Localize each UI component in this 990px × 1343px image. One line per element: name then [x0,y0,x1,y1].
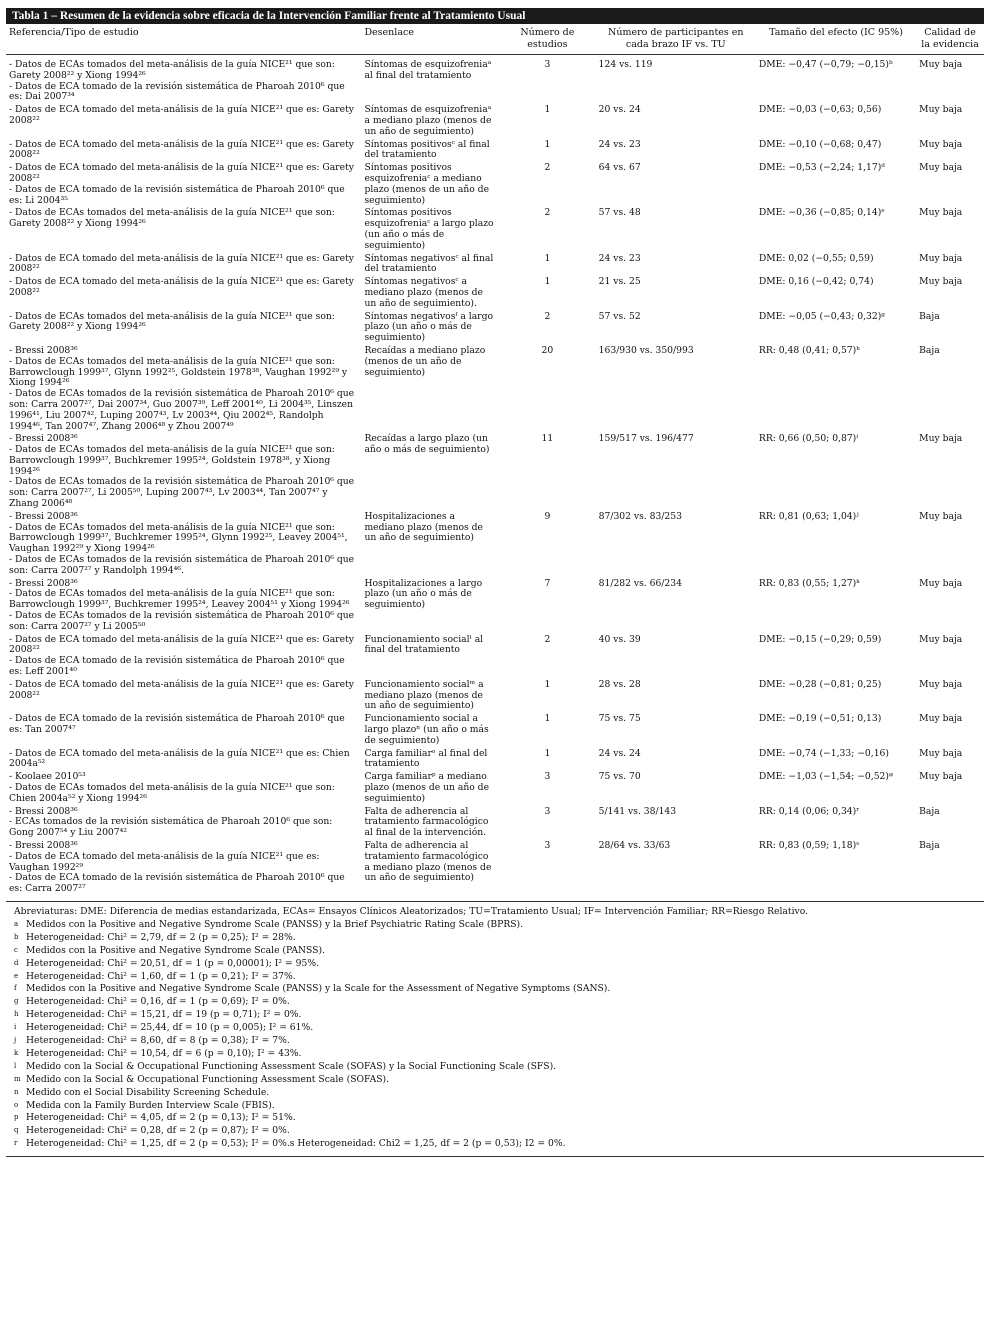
abbreviations-note: Abreviaturas: DME: Diferencia de medias estandarizada, ECAs= Ensayos Clínicos Aleatorizados; TU=Tratamiento Usual; IF= Intervención Familiar; RR=Riesgo Relativo. [14,905,809,917]
reference-line: - Datos de ECAs tomados del meta-análisis de la guía NICE²¹ que son: Barrowclough 1999³⁷, Buchkremer 1995²⁴, Goldstein 1978³⁸, y Xiong 1994²⁶ [9,444,335,477]
studies-count-cell: 3 [544,59,551,70]
reference-line: - Datos de ECA tomado del meta-análisis de la guía NICE²¹ que es: Chien 2004a⁵² [9,747,350,770]
outcome-cell: Funcionamiento social a largo plazoⁿ (un año o más de seguimiento) [364,713,489,746]
footnote-letter: j [14,1036,17,1045]
outcome-cell: Síntomas negativosᶜ a mediano plazo (menos de un año de seguimiento). [364,276,483,309]
footnote-letter: d [14,958,19,967]
studies-count-cell: 1 [544,678,551,690]
studies-count-cell: 2 [544,310,551,322]
reference-cell [6,633,361,678]
table-row [6,252,984,276]
footnote-text: Medido con el Social Disability Screening Schedule. [26,1086,270,1098]
reference-line: - Bressi 2008³⁶ [9,433,78,445]
participants-cell: 124 vs. 119 [598,59,653,70]
footnote-text: Heterogeneidad: Chi² = 2,79, df = 2 (p = 0,25); I² = 28%. [26,931,296,943]
reference-line: - Bressi 2008³⁶ [9,344,78,356]
table-row [6,678,984,712]
outcome-cell: Síntomas de esquizofreniaᵃ al final del tratamiento [364,59,492,81]
effect-size-cell: DME: −0,03 (−0,63; 0,56) [758,104,882,116]
reference-cell [6,577,361,633]
participants-cell: 57 vs. 52 [598,310,641,322]
footnote-letter: n [14,1087,19,1096]
table-row [6,310,984,344]
effect-size-cell: DME: −0,19 (−0,51; 0,13) [758,713,882,725]
effect-size-cell: RR: 0,14 (0,06; 0,34)ʳ [758,805,860,817]
footnote-letter: r [14,1139,18,1148]
table-row [6,747,984,771]
header-effect-size: Tamaño del efecto (IC 95%) [756,24,916,55]
outcome-cell: Funcionamiento socialˡ al final del tratamiento [364,633,484,656]
participants-cell: 75 vs. 75 [598,713,641,725]
outcome-cell: Hospitalizaciones a largo plazo (un año o más de seguimiento) [364,577,483,611]
reference-line: - Datos de ECA tomado del meta-análisis de la guía NICE²¹ que es: Garety 2008²² [9,162,354,184]
footnote-text: Heterogeneidad: Chi² = 1,25, df = 2 (p = 0,53); I² = 0%.s Heterogeneidad: Chi2 = 1,25, df = 2 (p = 0,53); I2 = 0%. [26,1138,566,1150]
reference-line: - Datos de ECAs tomados de la revisión sistemática de Pharoah 2010⁶ que son: Carra 2007²⁷, Dai 2007³⁴, Guo 2007³⁹, Leff 2001⁴⁰, Li 2004³⁵, Linszen 1996⁴¹, Liu 2007⁴², Luping 2007⁴³, Lv 2003⁴⁴, Qiu 2002⁴⁵, Randolph 1994⁴⁶, Tan 2007⁴⁷, Zhang 2006⁴⁸ y Zhou 2007⁴⁹ [9,388,355,432]
reference-cell [6,344,361,432]
reference-line: - Datos de ECA tomado de la revisión sistemática de Pharoah 2010⁶ que es: Leff 2001⁴⁰ [9,655,345,678]
reference-line: - Datos de ECA tomado del meta-análisis de la guía NICE²¹ que es: Garety 2008²² [9,678,354,701]
footnote-letter: f [14,984,17,993]
reference-line: - Datos de ECAs tomados del meta-análisis de la guía NICE²¹ que son: Chien 2004a⁵² y Xiong 1994²⁶ [9,782,335,804]
footnote-letter: i [14,1023,17,1032]
footnote [14,932,976,945]
studies-count-cell: 1 [544,138,551,150]
footnote-list [14,919,976,1151]
effect-size-cell: DME: −0,74 (−1,33; −0,16) [758,747,889,759]
reference-cell [6,770,361,804]
footnote-letter: p [14,1113,19,1122]
studies-count-cell: 2 [544,633,551,645]
footnote-text: Heterogeneidad: Chi² = 15,21, df = 19 (p = 0,71); I² = 0%. [26,1009,302,1021]
reference-line: - Datos de ECAs tomados de la revisión sistemática de Pharoah 2010⁶ que son: Carra 2007²⁷ y Li 2005⁵⁰ [9,610,355,632]
table-row [6,510,984,577]
outcome-cell: Síntomas de esquizofreniaᵃ a mediano plazo (menos de un año de seguimiento) [364,104,492,137]
reference-cell [6,747,361,771]
table-body [6,55,984,901]
reference-line: - ECAs tomados de la revisión sistemática de Pharoah 2010⁶ que son: Gong 2007⁵⁴ y Liu 2007⁴² [9,816,333,839]
table-row [6,839,984,901]
effect-size-cell: DME: −0,15 (−0,29; 0,59) [758,633,882,645]
participants-cell: 24 vs. 23 [598,252,641,264]
reference-line: - Datos de ECA tomado del meta-análisis de la guía NICE²¹ que es: Garety 2008²² [9,138,354,161]
participants-cell: 64 vs. 67 [598,162,641,174]
quality-cell: Muy baja [919,633,963,645]
footnote-text: Heterogeneidad: Chi² = 0,16, df = 1 (p = 0,69); I² = 0%. [26,996,290,1008]
footnote [14,1061,976,1074]
participants-cell: 163/930 vs. 350/993 [598,344,694,356]
participants-cell: 40 vs. 39 [598,633,641,645]
header-participants: Número de participantes en cada brazo IF vs. TU [596,24,756,55]
participants-cell: 159/517 vs. 196/477 [598,433,694,445]
effect-size-cell: RR: 0,83 (0,55; 1,27)ᵏ [758,577,860,589]
reference-line: - Datos de ECA tomado del meta-análisis de la guía NICE²¹ que es: Vaughan 1992²⁹ [9,850,320,873]
participants-cell: 87/302 vs. 83/253 [598,510,682,522]
reference-line: - Datos de ECAs tomados del meta-análisis de la guía NICE²¹ que son: Garety 2008²² y Xiong 1994²⁶ [9,310,335,333]
table-row [6,633,984,678]
footnote-letter: l [14,1061,17,1070]
participants-cell: 57 vs. 48 [598,207,641,219]
outcome-cell: Falta de adherencia al tratamiento farmacológico a mediano plazo (menos de un año de seguimiento) [364,839,492,884]
participants-cell: 75 vs. 70 [598,771,641,783]
studies-count-cell: 3 [544,839,551,851]
footnote [14,996,976,1009]
footnote-text: Heterogeneidad: Chi² = 1,60, df = 1 (p = 0,21); I² = 37%. [26,970,296,982]
footnote [14,971,976,984]
effect-size-cell: RR: 0,81 (0,63; 1,04)ʲ [758,510,859,522]
studies-count-cell: 1 [544,747,551,759]
studies-count-cell: 2 [544,162,551,174]
outcome-cell: Síntomas positivosᶜ al final del tratamiento [364,138,490,161]
table-row [6,161,984,206]
quality-cell: Muy baja [919,162,963,174]
footnote [14,1009,976,1022]
outcome-cell: Recaídas a largo plazo (un año o más de seguimiento) [364,433,490,456]
footnote [14,1048,976,1061]
footnote-letter: m [14,1074,21,1083]
table-title: Tabla 1 – Resumen de la evidencia sobre eficacia de la Intervención Familiar frente al Tratamiento Usual [6,8,984,24]
reference-line: - Datos de ECAs tomados del meta-análisis de la guía NICE²¹ que son: Barrowclough 1999³⁷, Buchkremer 1995²⁴, Leavey 2004⁵¹ y Xiong 1994²⁶ [9,588,350,611]
participants-cell: 5/141 vs. 38/143 [598,805,677,817]
footnote-text: Medido con la Social & Occupational Functioning Assessment Scale (SOFAS) y la Social Functioning Scale (SFS). [26,1060,557,1072]
reference-cell [6,510,361,577]
outcome-cell: Hospitalizaciones a mediano plazo (menos de un año de seguimiento) [364,510,483,544]
participants-cell: 21 vs. 25 [598,276,641,288]
evidence-table [6,24,984,901]
outcome-cell: Carga familiarᵒ al final del tratamiento [364,747,488,770]
outcome-cell: Carga familiarᵖ a mediano plazo (menos de un año de seguimiento) [364,771,490,804]
quality-cell: Muy baja [919,577,963,589]
reference-cell [6,138,361,162]
quality-cell: Muy baja [919,771,963,783]
effect-size-cell: RR: 0,83 (0,59; 1,18)ˢ [758,839,860,851]
reference-line: - Datos de ECAs tomados de la revisión sistemática de Pharoah 2010⁶ que son: Carra 2007²⁷ y Randolph 1994⁴⁶. [9,554,355,576]
quality-cell: Baja [919,839,940,851]
table-row [6,712,984,746]
footnote-text: Heterogeneidad: Chi² = 25,44, df = 10 (p = 0,005); I² = 61%. [26,1022,314,1034]
footnote-text: Medidos con la Positive and Negative Syndrome Scale (PANSS) y la Brief Psychiatric Rating Scale (BPRS). [26,918,524,930]
table-row [6,206,984,251]
outcome-cell: Síntomas negativosᶠ a largo plazo (un año o más de seguimiento) [364,310,493,344]
effect-size-cell: DME: −0,36 (−0,85; 0,14)ᵉ [758,207,885,219]
reference-line: - Datos de ECAs tomados del meta-análisis de la guía NICE²¹ que son: Barrowclough 1999³⁷, Glynn 1992²⁵, Goldstein 1978³⁸, Vaughan 1992²⁹ y Xiong 1994²⁶ [9,355,348,389]
reference-line: - Koolaee 2010⁵³ [9,771,86,783]
reference-cell [6,712,361,746]
footnote-text: Heterogeneidad: Chi² = 10,54, df = 6 (p = 0,10); I² = 43%. [26,1047,302,1059]
bottom-rule [6,1156,984,1157]
studies-count-cell: 11 [541,433,554,445]
footnote [14,1087,976,1100]
table-row [6,770,984,804]
footnote [14,1074,976,1087]
footnote [14,958,976,971]
footnote-letter: e [14,971,19,980]
footnote-text: Medido con la Social & Occupational Functioning Assessment Scale (SOFAS). [26,1073,390,1085]
studies-count-cell: 3 [544,771,551,783]
reference-cell [6,310,361,344]
participants-cell: 24 vs. 24 [598,747,641,759]
effect-size-cell: DME: −0,28 (−0,81; 0,25) [758,678,882,690]
footnote-text: Medidos con la Positive and Negative Syndrome Scale (PANSS). [26,944,325,956]
reference-line: - Datos de ECA tomado del meta-análisis de la guía NICE²¹ que es: Garety 2008²² [9,633,354,656]
effect-size-cell: DME: 0,16 (−0,42; 0,74) [758,276,874,288]
reference-line: - Bressi 2008³⁶ [9,577,78,589]
table-row [6,275,984,309]
footnote-text: Heterogeneidad: Chi² = 20,51, df = 1 (p = 0,00001); I² = 95%. [26,957,319,969]
footnote-text: Heterogeneidad: Chi² = 4,05, df = 2 (p = 0,13); I² = 51%. [26,1112,296,1124]
reference-line: - Datos de ECAs tomados de la revisión sistemática de Pharoah 2010⁶ que son: Carra 2007²⁷, Li 2005⁵⁰, Luping 2007⁴³, Lv 2003⁴⁴, Tan 2007⁴⁷ y Zhang 2006⁴⁸ [9,476,355,510]
reference-line: - Datos de ECAs tomados del meta-análisis de la guía NICE²¹ que son: Garety 2008²² y Xiong 1994²⁶ [9,59,335,81]
effect-size-cell: DME: −0,05 (−0,43; 0,32)ᵍ [758,310,885,322]
footnote [14,1035,976,1048]
outcome-cell: Falta de adherencia al tratamiento farmacológico al final de la intervención. [364,805,489,839]
header-number-of-studies: Número de estudios [499,24,596,55]
footnote [14,1100,976,1113]
studies-count-cell: 1 [544,104,551,116]
footnote-letter: o [14,1100,19,1109]
footnote-letter: g [14,997,19,1006]
quality-cell: Muy baja [919,713,963,725]
outcome-cell: Recaídas a mediano plazo (menos de un año de seguimiento) [364,344,486,378]
table-row [6,138,984,162]
participants-cell: 28/64 vs. 33/63 [598,839,671,851]
effect-size-cell: DME: −1,03 (−1,54; −0,52)ᵠ [758,771,894,783]
footnote-letter: c [14,945,18,954]
table-row [6,55,984,104]
reference-cell [6,275,361,309]
footnotes [6,901,984,1154]
quality-cell: Muy baja [919,433,963,445]
studies-count-cell: 7 [544,577,551,589]
header-quality: Calidad de la evidencia [916,24,984,55]
studies-count-cell: 2 [544,207,551,219]
reference-line: - Datos de ECAs tomados del meta-análisis de la guía NICE²¹ que son: Garety 2008²² y Xiong 1994²⁶ [9,207,335,230]
footnote [14,945,976,958]
table-row [6,577,984,633]
effect-size-cell: DME: −0,47 (−0,79; −0,15)ᵇ [758,59,893,70]
reference-cell [6,432,361,510]
footnote [14,919,976,932]
reference-cell [6,103,361,137]
table-row [6,805,984,839]
quality-cell: Muy baja [919,678,963,690]
outcome-cell: Síntomas negativosᶜ al final del tratamiento [364,252,494,275]
quality-cell: Baja [919,805,940,817]
footnote-letter: h [14,1010,19,1019]
reference-cell [6,678,361,712]
studies-count-cell: 3 [544,805,551,817]
studies-count-cell: 1 [544,252,551,264]
reference-line: - Datos de ECA tomado de la revisión sistemática de Pharoah 2010⁶ que es: Li 2004³⁵ [9,183,345,206]
quality-cell: Muy baja [919,138,963,150]
quality-cell: Muy baja [919,252,963,264]
footnote [14,1125,976,1138]
reference-cell [6,161,361,206]
studies-count-cell: 9 [544,510,551,522]
header-outcome: Desenlace [361,24,499,55]
reference-line: - Datos de ECA tomado de la revisión sistemática de Pharoah 2010⁶ que es: Tan 2007⁴⁷ [9,713,345,736]
table-header-row [6,24,984,55]
quality-cell: Muy baja [919,747,963,759]
reference-line: - Datos de ECA tomado del meta-análisis de la guía NICE²¹ que es: Garety 2008²² [9,276,354,298]
table-row [6,432,984,510]
reference-line: - Datos de ECA tomado de la revisión sistemática de Pharoah 2010⁶ que es: Carra 2007²⁷ [9,872,345,895]
evidence-table-container [6,8,984,1157]
effect-size-cell: DME: 0,02 (−0,55; 0,59) [758,252,874,264]
studies-count-cell: 1 [544,713,551,725]
effect-size-cell: DME: −0,10 (−0,68; 0,47) [758,138,882,150]
participants-cell: 28 vs. 28 [598,678,641,690]
quality-cell: Baja [919,344,940,356]
reference-cell [6,206,361,251]
participants-cell: 20 vs. 24 [598,104,641,116]
reference-line: - Datos de ECA tomado de la revisión sistemática de Pharoah 2010⁶ que es: Dai 2007³⁴ [9,80,345,103]
footnote-text: Medida con la Family Burden Interview Scale (FBIS). [26,1099,275,1111]
reference-cell [6,252,361,276]
outcome-cell: Funcionamiento socialᵐ a mediano plazo (menos de un año de seguimiento) [364,678,484,712]
reference-line: - Bressi 2008³⁶ [9,510,78,522]
footnote-letter: k [14,1048,19,1057]
participants-cell: 81/282 vs. 66/234 [598,577,682,589]
footnote-text: Medidos con la Positive and Negative Syndrome Scale (PANSS) y la Scale for the Assessment of Negative Symptoms (SANS). [26,983,611,995]
reference-cell [6,839,361,901]
footnote [14,983,976,996]
outcome-cell: Síntomas positivos esquizofreniaᶜ a largo plazo (un año o más de seguimiento) [364,207,494,251]
footnote [14,1022,976,1035]
table-row [6,344,984,432]
footnote [14,1138,976,1151]
footnote [14,1112,976,1125]
table-row [6,103,984,137]
participants-cell: 24 vs. 23 [598,138,641,150]
effect-size-cell: DME: −0,53 (−2,24; 1,17)ᵈ [758,162,885,174]
reference-line: - Bressi 2008³⁶ [9,839,78,851]
studies-count-cell: 1 [544,276,551,288]
reference-line: - Bressi 2008³⁶ [9,805,78,817]
reference-line: - Datos de ECAs tomados del meta-análisis de la guía NICE²¹ que son: Barrowclough 1999³⁷, Buchkremer 1995²⁴, Glynn 1992²⁵, Leavey 2004⁵¹, Vaughan 1992²⁹ y Xiong 1994²⁶ [9,521,348,555]
effect-size-cell: RR: 0,66 (0,50; 0,87)ⁱ [758,433,859,445]
quality-cell: Baja [919,310,940,322]
quality-cell: Muy baja [919,207,963,219]
quality-cell: Muy baja [919,59,963,70]
footnote-letter: b [14,932,19,941]
effect-size-cell: RR: 0,48 (0,41; 0,57)ʰ [758,344,861,356]
quality-cell: Muy baja [919,104,963,116]
quality-cell: Muy baja [919,510,963,522]
footnote-text: Heterogeneidad: Chi² = 8,60, df = 8 (p = 0,38); I² = 7%. [26,1035,290,1047]
outcome-cell: Síntomas positivos esquizofreniaᶜ a mediano plazo (menos de un año de seguimiento) [364,162,490,206]
footnote-text: Heterogeneidad: Chi² = 0,28, df = 2 (p = 0,87); I² = 0%. [26,1125,290,1137]
quality-cell: Muy baja [919,276,963,288]
reference-line: - Datos de ECA tomado del meta-análisis de la guía NICE²¹ que es: Garety 2008²² [9,252,354,275]
header-reference: Referencia/Tipo de estudio [6,24,361,55]
studies-count-cell: 20 [541,344,554,356]
footnote-letter: q [14,1126,19,1135]
footnote-letter: a [14,919,19,928]
reference-line: - Datos de ECA tomado del meta-análisis de la guía NICE²¹ que es: Garety 2008²² [9,104,354,126]
reference-cell [6,55,361,104]
reference-cell [6,805,361,839]
